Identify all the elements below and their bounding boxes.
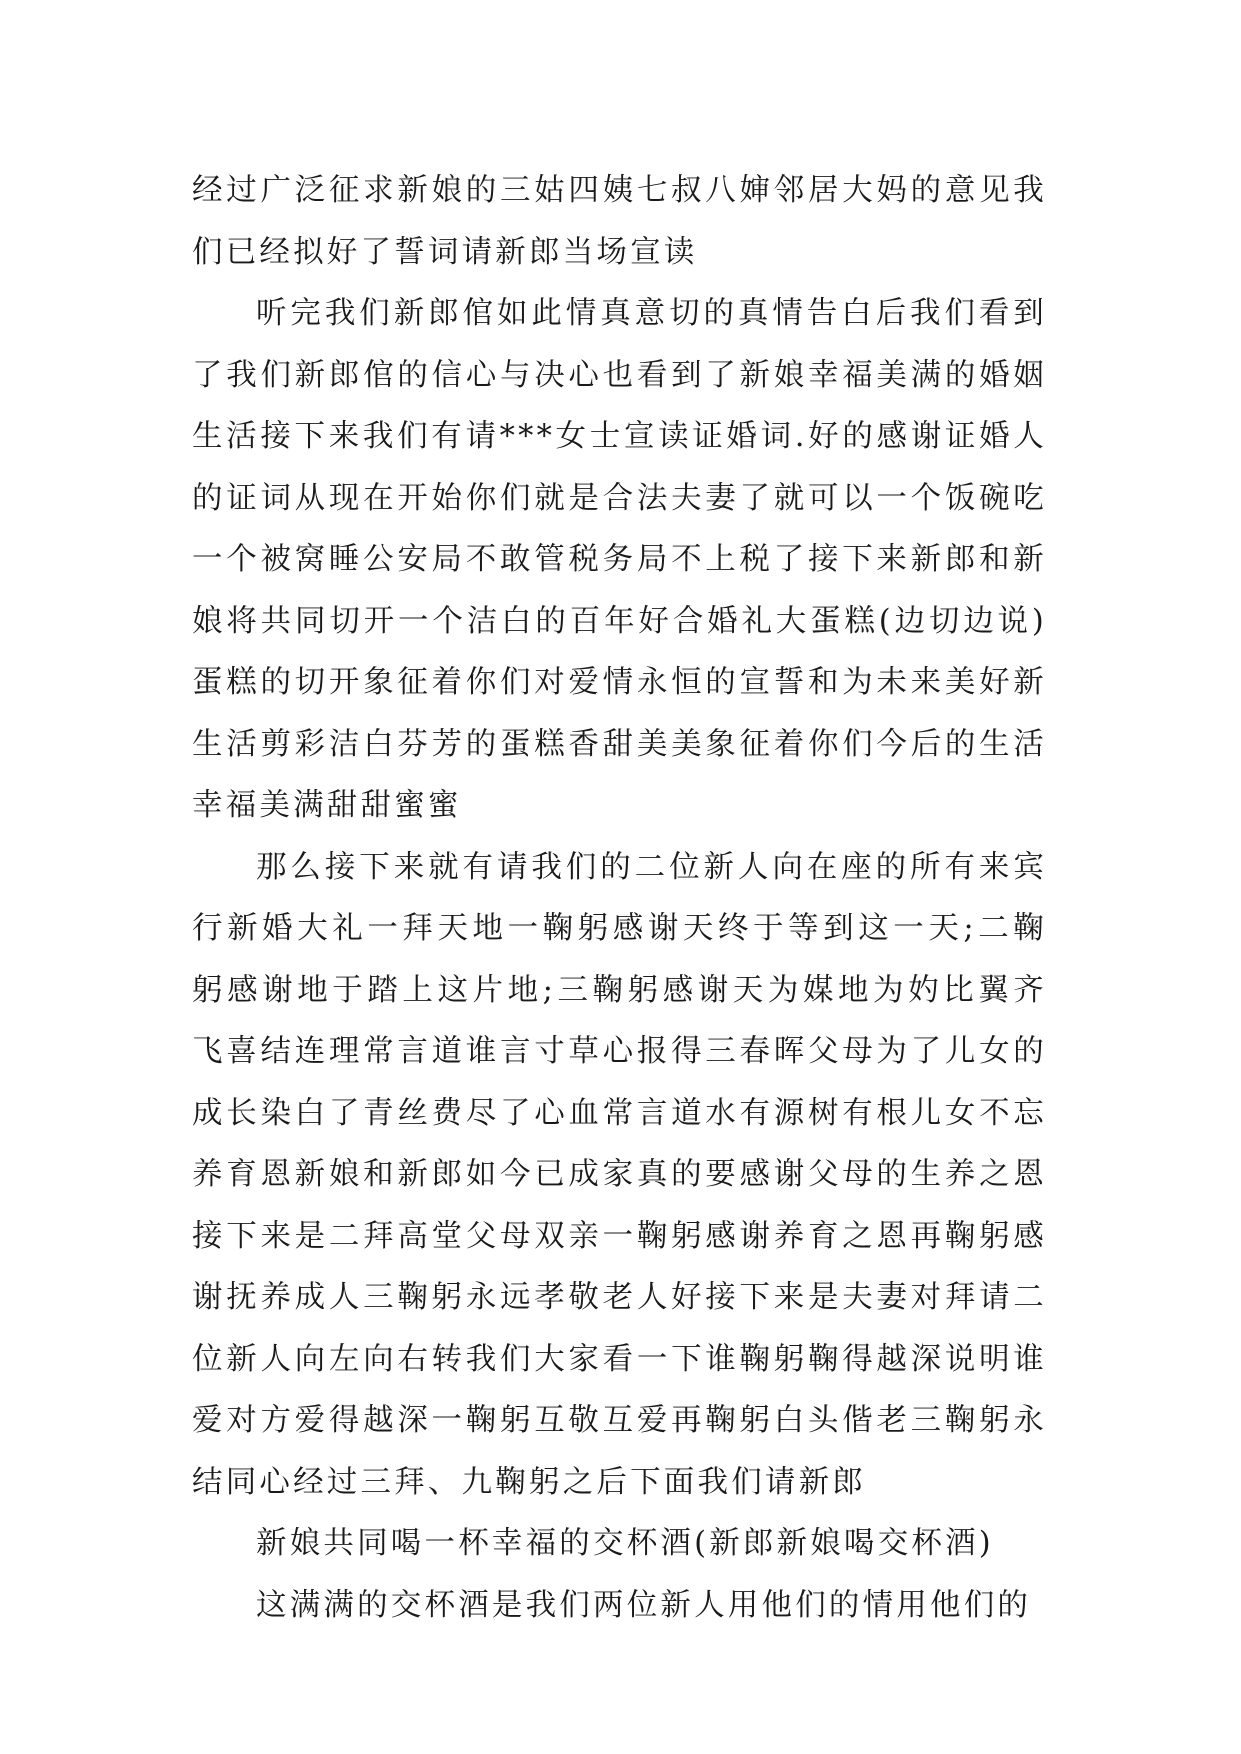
document-page [192, 160, 1047, 1636]
paragraph-vows-and-cake: 听完我们新郎倌如此情真意切的真情告白后我们看到了我们新郎倌的信心与决心也看到了新娘幸福美满的婚姻生活接下来我们有请***女士宣读证婚词.好的感谢证婚人的证词从现在开始你们就是合法夫妻了就可以一个饭碗吃一个被窝睡公安局不敢管税务局不上税了接下来新郎和新娘将共同切开一个洁白的百年好合婚礼大蛋糕(边切边说)蛋糕的切开象征着你们对爱情永恒的宣誓和为未来美好新生活剪彩洁白芬芳的蛋糕香甜美美象征着你们今后的生活幸福美满甜甜蜜蜜 [192, 296, 1047, 823]
paragraph-intro: 经过广泛征求新娘的三姑四姨七叔八婶邻居大妈的意见我们已经拟好了誓词请新郎当场宣读 [192, 173, 1047, 270]
paragraph-bows: 那么接下来就有请我们的二位新人向在座的所有来宾行新婚大礼一拜天地一鞠躬感谢天终于等到这一天;二鞠躬感谢地于踏上这片地;三鞠躬感谢天为媒地为妁比翼齐飞喜结连理常言道谁言寸草心报得三春晖父母为了儿女的成长染白了青丝费尽了心血常言道水有源树有根儿女不忘养育恩新娘和新郎如今已成家真的要感谢父母的生养之恩接下来是二拜高堂父母双亲一鞠躬感谢养育之恩再鞠躬感谢抚养成人三鞠躬永远孝敬老人好接下来是夫妻对拜请二位新人向左向右转我们大家看一下谁鞠躬鞠得越深说明谁爱对方爱得越深一鞠躬互敬互爱再鞠躬白头偕老三鞠躬永结同心经过三拜、九鞠躬之后下面我们请新郎 [192, 849, 1047, 1500]
paragraph-toast: 新娘共同喝一杯幸福的交杯酒(新郎新娘喝交杯酒) [256, 1526, 994, 1561]
paragraph-wine: 这满满的交杯酒是我们两位新人用他们的情用他们的 [256, 1587, 1032, 1623]
